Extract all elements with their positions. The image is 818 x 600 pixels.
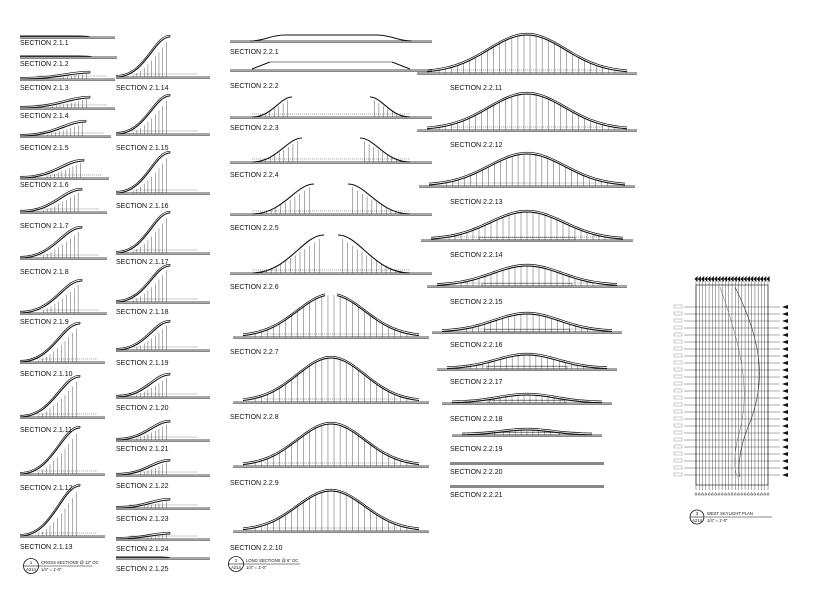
section-marker-icon [782,361,788,365]
long-section-drawing [417,92,637,131]
section-label-2-2-7: SECTION 2.2.7 [230,349,279,356]
cross-section-drawing [116,151,210,194]
section-marker-icon [782,326,788,330]
section-marker-icon [741,493,743,496]
section-marker-icon [737,493,739,496]
section-label-2-2-18: SECTION 2.2.18 [450,416,503,423]
section-label-2-1-20: SECTION 2.1.20 [116,405,169,412]
section-label-2-2-9: SECTION 2.2.9 [230,480,279,487]
section-marker-icon [782,403,788,407]
title-number: 3 [695,511,699,516]
section-marker-icon [782,466,788,470]
section-marker-icon [705,493,707,496]
cross-section-drawing [116,94,210,135]
cross-section-drawing [20,120,111,137]
section-label-2-1-17: SECTION 2.1.17 [116,259,169,266]
section-label-2-2-5: SECTION 2.2.5 [230,225,279,232]
long-section-drawing [233,489,429,532]
cross-section-drawing [116,211,210,254]
section-label-2-1-15: SECTION 2.1.15 [116,145,169,152]
section-label-2-2-14: SECTION 2.2.14 [450,252,503,259]
title-sheet: A214 [26,567,36,572]
section-label-2-1-9: SECTION 2.1.9 [20,319,69,326]
long-section-drawing [417,33,637,74]
section-marker-icon [782,396,788,400]
cross-section-drawing [116,498,210,509]
section-marker-icon [728,493,730,496]
section-marker-icon [782,424,788,428]
long-section-drawing [450,463,604,465]
section-marker-icon [782,368,788,372]
cross-section-drawing [116,320,210,351]
section-label-2-2-21: SECTION 2.2.21 [450,492,503,499]
long-section-drawing [427,264,627,287]
section-marker-icon [782,312,788,316]
section-marker-icon [782,305,788,309]
title-scale: 1/4" = 1'-0" [41,567,62,572]
section-label-2-1-12: SECTION 2.1.12 [20,485,73,492]
cross-section-drawing [20,36,115,39]
title-sheet: A214 [692,518,702,523]
section-label-2-1-1: SECTION 2.1.1 [20,40,69,47]
section-marker-icon [695,493,697,496]
section-marker-icon [767,493,769,496]
long-section-drawing [230,97,432,119]
cross-section-drawing [20,71,115,80]
long-sections-column-2 [417,33,637,499]
section-label-2-2-19: SECTION 2.2.19 [450,446,503,453]
section-label-2-1-25: SECTION 2.1.25 [116,566,169,573]
section-marker-icon [734,493,736,496]
section-marker-icon [782,375,788,379]
section-marker-icon [782,473,788,477]
section-marker-icon [747,493,749,496]
long-section-drawing [230,62,432,72]
title-block-plan [690,510,772,524]
west-skylight-plan [674,276,788,495]
cross-section-drawing [116,35,210,78]
section-marker-icon [724,493,726,496]
long-section-drawing [419,152,635,187]
section-label-2-1-14: SECTION 2.1.14 [116,85,169,92]
cross-section-drawing [20,375,105,418]
section-label-2-2-13: SECTION 2.2.13 [450,199,503,206]
long-section-drawing [437,353,617,370]
long-section-drawing [421,210,633,241]
section-label-2-2-11: SECTION 2.2.11 [450,85,503,92]
section-label-2-1-6: SECTION 2.1.6 [20,182,69,189]
section-marker-icon [782,340,788,344]
section-marker-icon [764,493,766,496]
section-label-2-2-8: SECTION 2.2.8 [230,414,279,421]
section-label-2-2-15: SECTION 2.2.15 [450,299,503,306]
section-marker-icon [782,319,788,323]
section-marker-icon [782,417,788,421]
title-number: 1 [29,560,33,565]
cross-sections-column-2 [116,35,210,573]
section-marker-icon [782,459,788,463]
long-section-drawing [230,235,432,275]
section-marker-icon [731,493,733,496]
cross-section-drawing [116,373,210,398]
section-label-2-2-4: SECTION 2.2.4 [230,172,279,179]
long-section-drawing [233,294,429,339]
cross-section-drawing [116,532,210,540]
section-marker-icon [750,493,752,496]
cross-section-drawing [20,188,107,213]
section-marker-icon [711,493,713,496]
section-label-2-1-13: SECTION 2.1.13 [20,544,73,551]
section-label-2-2-16: SECTION 2.2.16 [450,342,503,349]
title-name: LONG SECTIONS @ 6" OC [246,558,299,563]
section-label-2-1-23: SECTION 2.1.23 [116,516,169,523]
cross-section-drawing [20,226,107,259]
section-marker-icon [782,410,788,414]
cross-sections-column-1 [20,36,117,551]
section-label-2-1-4: SECTION 2.1.4 [20,113,69,120]
long-section-drawing [233,422,429,467]
section-marker-icon [782,438,788,442]
section-label-2-1-7: SECTION 2.1.7 [20,223,69,230]
section-label-2-1-21: SECTION 2.1.21 [116,446,169,453]
section-label-2-1-2: SECTION 2.1.2 [20,61,69,68]
section-marker-icon [782,333,788,337]
section-marker-icon [782,452,788,456]
section-marker-icon [782,347,788,351]
section-label-2-1-8: SECTION 2.1.8 [20,269,69,276]
section-marker-icon [698,493,700,496]
title-block-cross-sections [24,559,99,574]
title-name: CROSS SECTIONS @ 12" OC [41,560,99,565]
section-marker-icon [757,493,759,496]
section-marker-icon [782,354,788,358]
section-label-2-1-24: SECTION 2.1.24 [116,546,169,553]
section-label-2-2-12: SECTION 2.2.12 [450,142,503,149]
section-label-2-2-2: SECTION 2.2.2 [230,83,279,90]
cross-section-drawing [20,279,107,314]
section-label-2-2-3: SECTION 2.2.3 [230,125,279,132]
section-marker-icon [782,389,788,393]
section-marker-icon [701,493,703,496]
section-label-2-2-10: SECTION 2.2.10 [230,545,283,552]
title-sheet: A214 [231,565,241,570]
section-marker-icon [721,493,723,496]
section-marker-icon [782,445,788,449]
cross-section-drawing [116,557,210,560]
title-scale: 1/4" = 1'-0" [707,518,728,523]
section-label-2-2-6: SECTION 2.2.6 [230,284,279,291]
cross-section-drawing [20,56,117,59]
section-label-2-2-17: SECTION 2.2.17 [450,379,503,386]
cross-section-drawing [20,96,115,109]
cross-section-drawing [116,420,210,441]
section-marker-icon [782,382,788,386]
section-label-2-1-16: SECTION 2.1.16 [116,203,169,210]
title-number: 2 [234,558,238,563]
long-section-drawing [432,312,622,333]
long-sections-column-1 [230,35,432,552]
cross-section-drawing [20,484,105,537]
section-label-2-1-22: SECTION 2.1.22 [116,483,169,490]
long-section-drawing [230,184,432,216]
section-marker-icon [754,493,756,496]
section-marker-icon [718,493,720,496]
section-label-2-1-19: SECTION 2.1.19 [116,360,169,367]
section-label-2-1-18: SECTION 2.1.18 [116,309,169,316]
cross-section-drawing [116,459,210,476]
title-name: WEST SKYLIGHT PLAN [707,511,753,516]
long-section-drawing [230,35,432,43]
section-marker-icon [744,493,746,496]
section-label-2-1-5: SECTION 2.1.5 [20,145,69,152]
cross-section-drawing [116,264,210,303]
section-marker-icon [708,493,710,496]
long-section-drawing [230,138,432,164]
long-section-drawing [233,356,429,403]
cross-section-drawing [20,322,105,363]
section-label-2-1-3: SECTION 2.1.3 [20,85,69,92]
section-label-2-2-1: SECTION 2.2.1 [230,49,279,56]
long-section-drawing [450,486,604,488]
section-marker-icon [782,431,788,435]
section-marker-icon [714,493,716,496]
title-block-long-sections [229,557,301,572]
section-label-2-1-10: SECTION 2.1.10 [20,371,73,378]
title-scale: 1/4" = 1'-0" [246,565,267,570]
section-marker-icon [760,493,762,496]
section-label-2-2-20: SECTION 2.2.20 [450,469,503,476]
section-label-2-1-11: SECTION 2.1.11 [20,427,73,434]
cross-section-drawing [20,159,109,179]
